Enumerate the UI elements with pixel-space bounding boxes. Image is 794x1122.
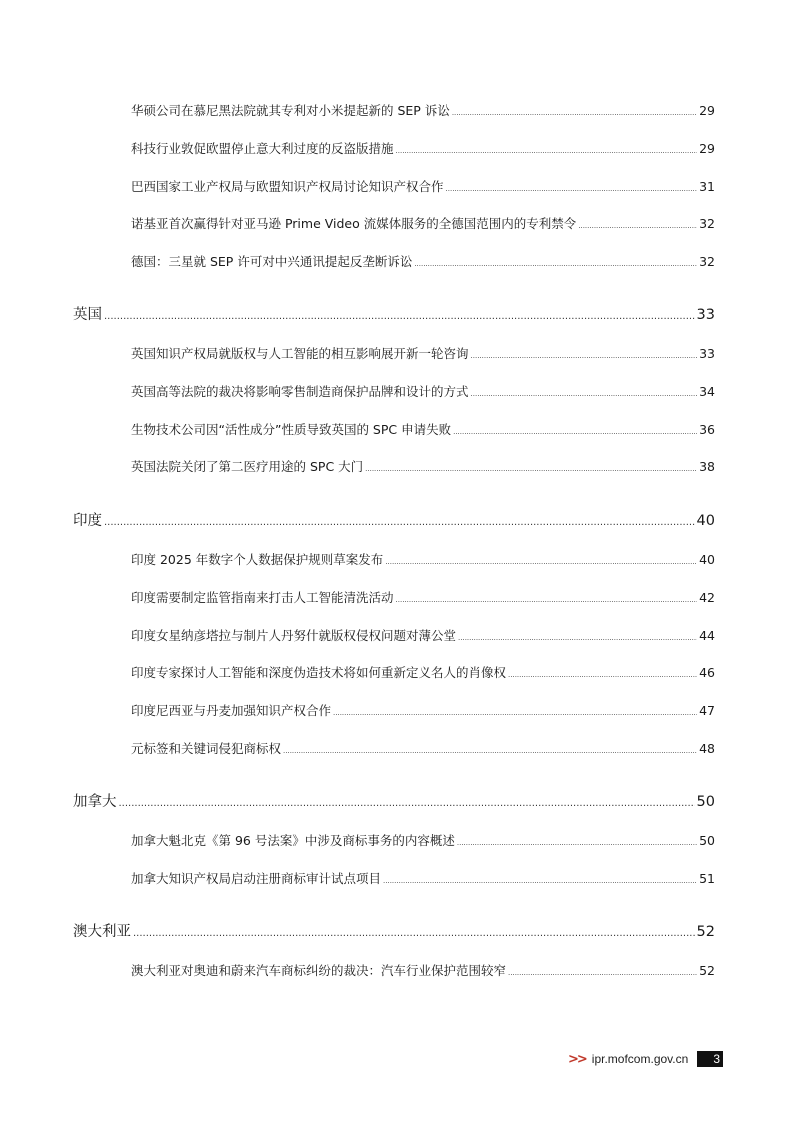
toc-entry-title: 英国知识产权局就版权与人工智能的相互影响展开新一轮咨询	[131, 346, 469, 361]
toc-entry-title: 诺基亚首次赢得针对亚马逊 Prime Video 流媒体服务的全德国范围内的专利禁令	[131, 216, 577, 231]
toc-leader-dots	[383, 877, 697, 885]
toc-leader-dots	[104, 517, 695, 528]
toc-entry[interactable]	[131, 663, 715, 681]
toc-leader-dots	[452, 109, 697, 117]
toc-entry-title: 印度专家探讨人工智能和深度伪造技术将如何重新定义名人的肖像权	[131, 665, 507, 680]
toc-entry[interactable]	[131, 177, 715, 195]
toc-entry-title: 元标签和关键词侵犯商标权	[131, 741, 282, 756]
toc-entry-title: 巴西国家工业产权局与欧盟知识产权局讨论知识产权合作	[131, 179, 444, 194]
toc-section-page: 33	[696, 307, 715, 323]
toc-section-australia[interactable]	[73, 920, 715, 941]
toc-section-page: 52	[696, 924, 715, 940]
toc-entry[interactable]	[131, 382, 715, 400]
toc-section-india[interactable]	[73, 509, 715, 530]
toc-entry[interactable]	[131, 739, 715, 757]
toc-section-uk[interactable]	[73, 303, 715, 324]
toc-entry-page: 48	[699, 741, 715, 756]
toc-leader-dots	[458, 634, 697, 642]
toc-leader-dots	[385, 558, 697, 566]
toc-entry[interactable]	[131, 457, 715, 475]
toc-entry[interactable]	[131, 252, 715, 270]
toc-entry-title: 印度 2025 年数字个人数据保护规则草案发布	[131, 552, 384, 567]
toc-section-title: 英国	[73, 307, 102, 323]
toc-entry-title: 印度女星纳彦塔拉与制片人丹努什就版权侵权问题对薄公堂	[131, 628, 457, 643]
page-footer	[568, 1050, 688, 1068]
toc-section-title: 印度	[73, 513, 102, 529]
toc-entry-title: 生物技术公司因“活性成分”性质导致英国的 SPC 申请失败	[131, 422, 452, 437]
toc-entry-page: 44	[699, 628, 715, 643]
toc-entry-title: 澳大利亚对奥迪和蔚来汽车商标纠纷的裁决：汽车行业保护范围较窄	[131, 963, 507, 978]
toc-entry-title: 科技行业敦促欧盟停止意大利过度的反盗版措施	[131, 141, 394, 156]
toc-entry-page: 38	[699, 459, 715, 474]
toc-entry-page: 29	[699, 141, 715, 156]
toc-entry-page: 31	[699, 179, 715, 194]
toc-entry-page: 29	[699, 103, 715, 118]
page-number: 3	[697, 1051, 723, 1067]
toc-entry-page: 32	[699, 254, 715, 269]
toc-entry-page: 52	[699, 963, 715, 978]
toc-entry[interactable]	[131, 626, 715, 644]
toc-entry-page: 47	[699, 703, 715, 718]
toc-entry-page: 46	[699, 665, 715, 680]
toc-entry-page: 32	[699, 216, 715, 231]
toc-leader-dots	[333, 709, 697, 717]
toc-leader-dots	[471, 390, 698, 398]
toc-leader-dots	[457, 839, 697, 847]
toc-section-title: 加拿大	[73, 794, 117, 810]
toc-entry-title: 英国高等法院的裁决将影响零售制造商保护品牌和设计的方式	[131, 384, 469, 399]
toc-entry[interactable]	[131, 550, 715, 568]
toc-entry-page: 51	[699, 871, 715, 886]
toc-leader-dots	[133, 928, 695, 939]
toc-entry-page: 50	[699, 833, 715, 848]
toc-leader-dots	[414, 260, 697, 268]
toc-entry-page: 42	[699, 590, 715, 605]
toc-leader-dots	[396, 596, 698, 604]
toc-entry-title: 加拿大魁北克《第 96 号法案》中涉及商标事务的内容概述	[131, 833, 455, 848]
toc-entry-page: 40	[699, 552, 715, 567]
toc-leader-dots	[446, 185, 698, 193]
toc-entry[interactable]	[131, 101, 715, 119]
toc-entry[interactable]	[131, 869, 715, 887]
toc-leader-dots	[508, 969, 697, 977]
toc-section-page: 40	[696, 513, 715, 529]
toc-leader-dots	[471, 352, 698, 360]
toc-entry-page: 33	[699, 346, 715, 361]
toc-leader-dots	[453, 428, 697, 436]
toc-leader-dots	[104, 311, 695, 322]
toc-leader-dots	[396, 147, 698, 155]
toc-entry-title: 德国：三星就 SEP 许可对中兴通讯提起反垄断诉讼	[131, 254, 413, 269]
toc-entry-title: 英国法院关闭了第二医疗用途的 SPC 大门	[131, 459, 364, 474]
toc-entry[interactable]	[131, 831, 715, 849]
double-chevron-right-icon: >>	[568, 1051, 586, 1067]
toc-leader-dots	[283, 747, 697, 755]
toc-entry-title: 印度尼西亚与丹麦加强知识产权合作	[131, 703, 332, 718]
toc-entry-title: 印度需要制定监管指南来打击人工智能清洗活动	[131, 590, 394, 605]
toc-entry[interactable]	[131, 420, 715, 438]
footer-website-link[interactable]: ipr.mofcom.gov.cn	[591, 1052, 689, 1066]
toc-entry[interactable]	[131, 961, 715, 979]
toc-entry[interactable]	[131, 344, 715, 362]
toc-leader-dots	[365, 465, 697, 473]
toc-entry[interactable]	[131, 214, 715, 232]
toc-section-canada[interactable]	[73, 790, 715, 811]
toc-entry-page: 34	[699, 384, 715, 399]
toc-section-title: 澳大利亚	[73, 924, 131, 940]
toc-leader-dots	[578, 222, 697, 230]
toc-section-page: 50	[696, 794, 715, 810]
toc-leader-dots	[508, 671, 697, 679]
toc-entry-title: 华硕公司在慕尼黑法院就其专利对小米提起新的 SEP 诉讼	[131, 103, 450, 118]
toc-entry-page: 36	[699, 422, 715, 437]
toc-entry-title: 加拿大知识产权局启动注册商标审计试点项目	[131, 871, 382, 886]
toc-leader-dots	[119, 798, 695, 809]
toc-entry[interactable]	[131, 588, 715, 606]
toc-entry[interactable]	[131, 701, 715, 719]
toc-entry[interactable]	[131, 139, 715, 157]
